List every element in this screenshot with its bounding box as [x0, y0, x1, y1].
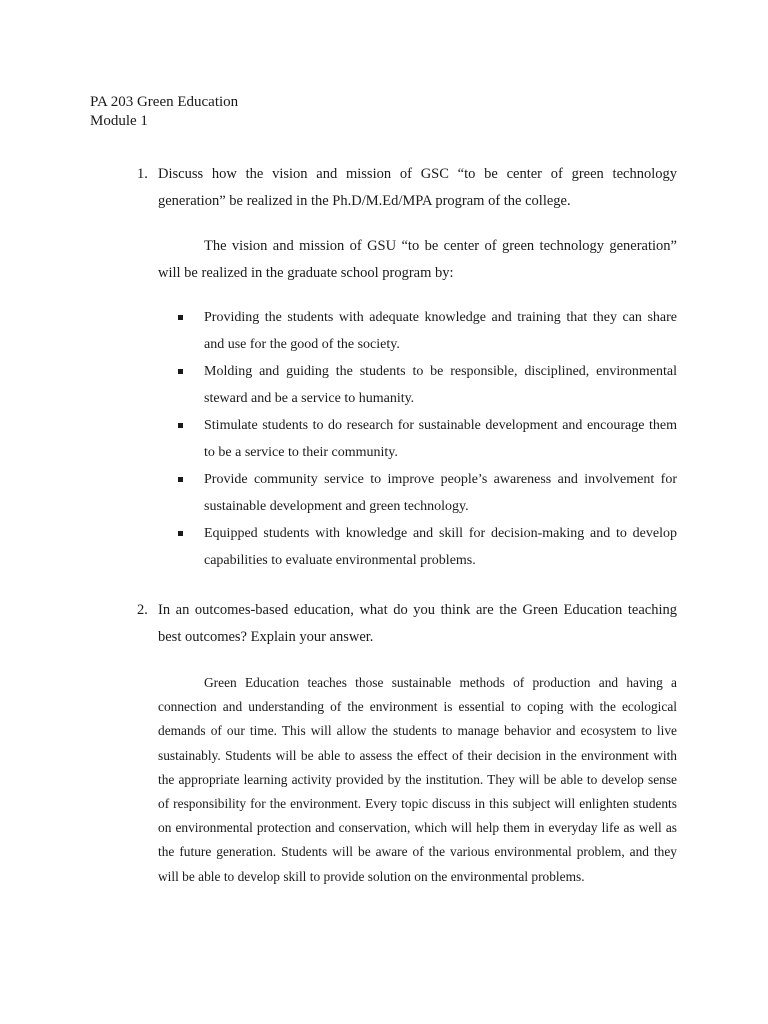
square-bullet-icon	[178, 423, 183, 428]
list-item	[178, 358, 677, 412]
question-2-number: 2.	[137, 602, 148, 618]
question-1-bullet-list	[178, 304, 677, 574]
bullet-text: Stimulate students to do research for sustainable development and encourage them to be a service to their community.	[204, 418, 677, 460]
course-title: PA 203 Green Education	[90, 94, 239, 110]
question-2-answer: Green Education teaches those sustainable methods of production and having a connection and understanding of the environment is essential to coping with the ecological demands of our time. This will allow the students to manage behavior and ecosystem to live sustainably. Students will be able to assess the effect of their decision in the environment with the appropriate learning activity provided by the institution. They will be able to develop sense of responsibility for the environment. Every topic discuss in this subject will enlighten students on environmental protection and conservation, which will help them in everyday life as well as the future generation. Students will be aware of the various environmental problem, and they will be able to develop skill to provide solution on the environmental problems.	[158, 675, 677, 884]
question-1-number: 1.	[137, 166, 148, 182]
square-bullet-icon	[178, 315, 183, 320]
module-title: Module 1	[90, 113, 148, 129]
list-item	[178, 520, 677, 574]
question-2-text: In an outcomes-based education, what do you think are the Green Education teaching best outcomes? Explain your answer.	[158, 602, 677, 645]
question-1-text: Discuss how the vision and mission of GSC “to be center of green technology generation” be realized in the Ph.D/M.Ed/MPA program of the college.	[158, 166, 677, 209]
question-1	[137, 161, 677, 215]
square-bullet-icon	[178, 369, 183, 374]
bullet-text: Molding and guiding the students to be responsible, disciplined, environmental steward and be a service to humanity.	[204, 364, 677, 406]
bullet-text: Providing the students with adequate knowledge and training that they can share and use for the good of the society.	[204, 310, 677, 352]
square-bullet-icon	[178, 477, 183, 482]
list-item	[178, 466, 677, 520]
question-2	[137, 597, 677, 651]
bullet-text: Equipped students with knowledge and skill for decision-making and to develop capabilities to evaluate environmental problems.	[204, 526, 677, 568]
bullet-text: Provide community service to improve people’s awareness and involvement for sustainable development and green technology.	[204, 472, 677, 514]
document-header	[90, 93, 238, 131]
square-bullet-icon	[178, 531, 183, 536]
list-item	[178, 412, 677, 466]
list-item	[178, 304, 677, 358]
question-1-answer-intro: The vision and mission of GSU “to be center of green technology generation” will be realized in the graduate school program by:	[158, 238, 677, 281]
